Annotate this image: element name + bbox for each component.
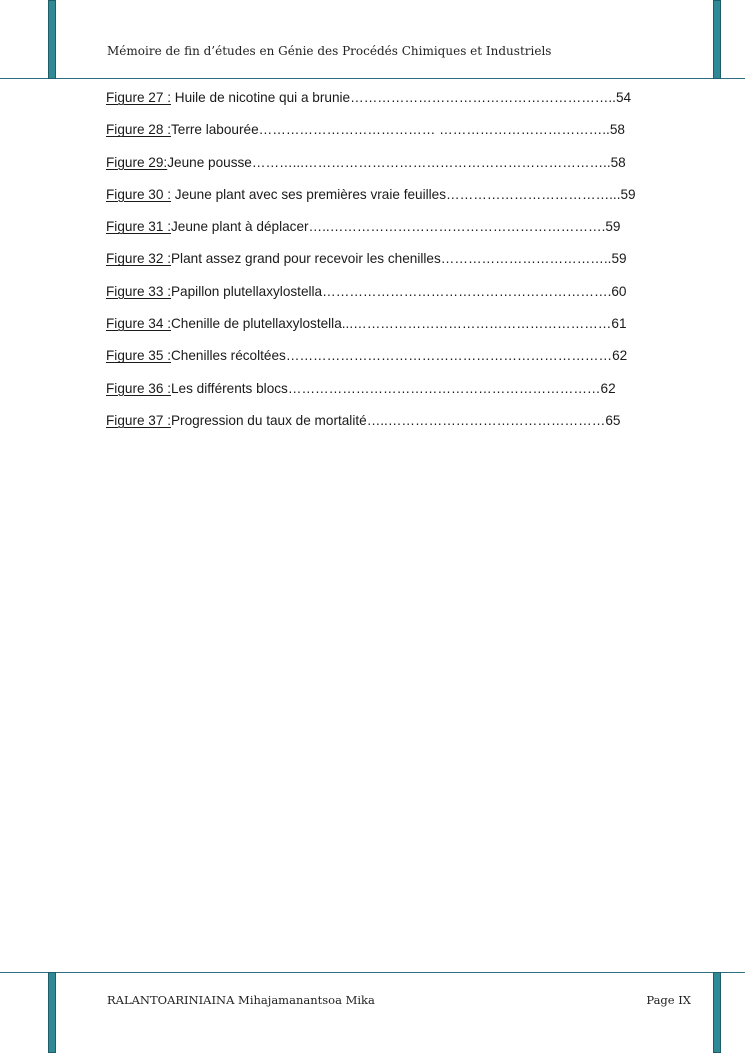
toc-entry-label: Figure 27 : xyxy=(106,90,171,105)
toc-entry-label: Figure 33 : xyxy=(106,283,171,299)
toc-entry-page: 59 xyxy=(605,219,621,235)
toc-entry-label: Figure 36 : xyxy=(106,380,171,396)
toc-entry[interactable] xyxy=(106,186,696,218)
toc-entry-page: 59 xyxy=(620,186,636,202)
toc-entry-page: 61 xyxy=(611,316,627,332)
toc-entry-label: Figure 30 : xyxy=(106,186,171,202)
toc-entry-title: Jeune plant à déplacer xyxy=(170,219,309,235)
toc-entry[interactable] xyxy=(106,412,696,444)
toc-entry-leader: ……………………………….. xyxy=(440,251,612,267)
toc-entry-title: Huile de nicotine qui a brunie xyxy=(174,90,351,105)
toc-entry-label: Figure 31 : xyxy=(106,219,171,235)
toc-entry-leader: ………………………………... xyxy=(446,186,621,202)
toc-entry-leader: ……………………………………………………………… xyxy=(285,348,613,364)
footer-rule xyxy=(0,972,745,973)
toc-entry-title: Chenille de plutellaxylostella xyxy=(170,316,342,332)
toc-entry-title: Les différents blocs xyxy=(170,380,288,396)
toc-entry-title: Chenilles récoltées xyxy=(170,348,286,364)
toc-entry-page: 58 xyxy=(610,154,626,170)
toc-entry-label: Figure 37 : xyxy=(106,412,171,428)
toc-entry-title: Terre labourée xyxy=(170,122,259,138)
toc-entry-title: Jeune plant avec ses premières vraie feuilles xyxy=(174,186,447,202)
toc-entry-leader: ...………………………………………………… xyxy=(341,316,612,332)
toc-entry-label: Figure 34 : xyxy=(106,316,171,332)
toc-entry-leader: …..……………………………………………………. xyxy=(308,219,606,235)
toc-entry-leader: ………………………………………………………. xyxy=(322,283,612,299)
footer-author: RALANTOARINIAINA Mihajamanantsoa Mika xyxy=(107,993,375,1007)
toc-entry[interactable] xyxy=(106,218,696,250)
toc-entry[interactable] xyxy=(106,347,696,379)
toc-entry-leader: …………………………………………………………… xyxy=(287,380,601,396)
toc-entry-leader: ………………………………………………….. xyxy=(350,90,616,105)
toc-entry-page: 62 xyxy=(600,380,616,396)
toc-entry-page: 60 xyxy=(611,283,627,299)
toc-entry-page: 58 xyxy=(609,122,625,138)
toc-entry-title: Plant assez grand pour recevoir les chenilles xyxy=(170,251,441,267)
toc-entry[interactable] xyxy=(106,380,696,412)
list-of-figures xyxy=(106,89,696,444)
toc-entry-label: Figure 29: xyxy=(106,154,168,170)
footer-left-bar xyxy=(48,972,56,1053)
toc-entry-leader: …..………………………………………… xyxy=(366,412,606,428)
toc-entry[interactable] xyxy=(106,89,696,121)
toc-entry-leader: ………...………………………………………………………….. xyxy=(251,154,611,170)
toc-entry[interactable] xyxy=(106,121,696,153)
toc-entry-label: Figure 28 : xyxy=(106,122,171,138)
toc-entry[interactable] xyxy=(106,154,696,186)
toc-entry-page: 65 xyxy=(605,412,621,428)
toc-entry[interactable] xyxy=(106,315,696,347)
header-title: Mémoire de fin d’études en Génie des Procédés Chimiques et Industriels xyxy=(107,44,552,58)
footer-right-bar xyxy=(713,972,721,1053)
toc-entry-title: Jeune pousse xyxy=(167,154,252,170)
toc-entry[interactable] xyxy=(106,283,696,315)
toc-entry-title: Papillon plutellaxylostella xyxy=(170,283,323,299)
header-left-bar xyxy=(48,0,56,79)
header-rule xyxy=(0,78,745,79)
toc-entry-title: Progression du taux de mortalité xyxy=(170,412,367,428)
toc-entry-page: 59 xyxy=(611,251,627,267)
toc-entry-label: Figure 35 : xyxy=(106,348,171,364)
toc-entry-page: 54 xyxy=(615,90,632,105)
toc-entry-label: Figure 32 : xyxy=(106,251,171,267)
toc-entry-page: 62 xyxy=(612,348,628,364)
page-number: Page IX xyxy=(646,993,691,1007)
toc-entry[interactable] xyxy=(106,250,696,282)
header-right-bar xyxy=(713,0,721,79)
toc-entry-leader: ………………………………… ……………………………….. xyxy=(258,122,610,138)
